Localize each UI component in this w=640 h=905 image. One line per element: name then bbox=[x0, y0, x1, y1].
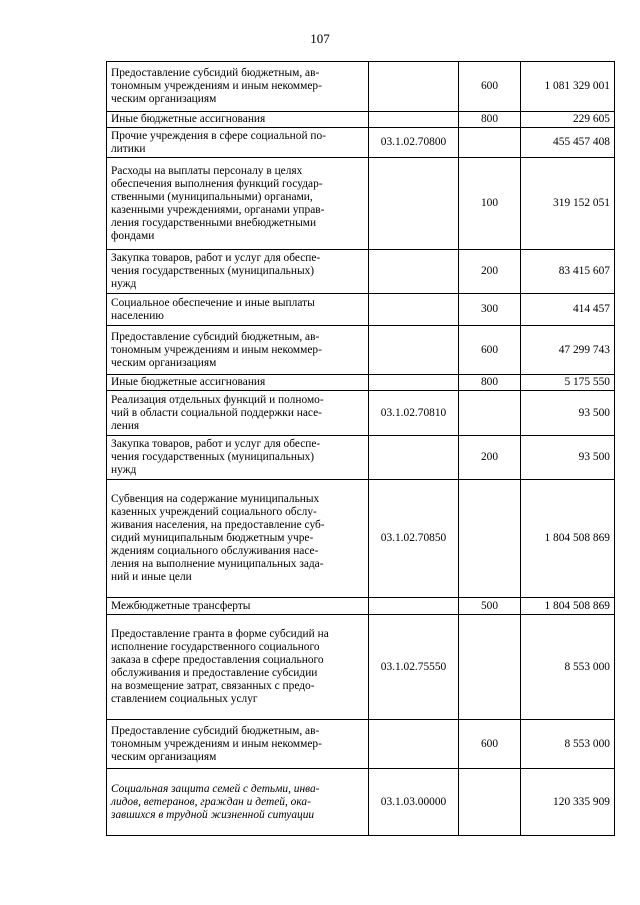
row-name-line: ления государственными внебюджетными bbox=[111, 216, 317, 229]
row-name-cell bbox=[107, 62, 369, 112]
row-name-line: фондами bbox=[111, 229, 155, 242]
row-name-cell bbox=[107, 250, 369, 294]
row-name-line: ставлением социальных услуг bbox=[111, 693, 258, 705]
row-name-line: ческим организациям bbox=[111, 93, 217, 105]
row-vr-cell bbox=[459, 720, 521, 769]
row-name-line: нужд bbox=[111, 278, 137, 290]
row-code-cell bbox=[369, 615, 459, 720]
row-amount-cell bbox=[521, 436, 615, 480]
row-amount-cell bbox=[521, 615, 615, 720]
row-name-line: Социальная защита семей с детьми, инва- bbox=[111, 782, 320, 795]
row-name-line: Предоставление гранта в форме субсидий на bbox=[111, 628, 329, 640]
table-row bbox=[107, 112, 615, 128]
row-name-cell bbox=[107, 480, 369, 598]
row-name-line: ний и иные цели bbox=[111, 571, 192, 583]
budget-table bbox=[106, 61, 615, 836]
row-code-cell bbox=[369, 112, 459, 128]
row-name-line: ственными (муниципальными) органами, bbox=[111, 190, 313, 203]
row-name-cell bbox=[107, 375, 369, 391]
row-amount-cell bbox=[521, 391, 615, 436]
row-name-line: Предоставление субсидий бюджетным, ав- bbox=[111, 67, 320, 79]
row-vr-value: 800 bbox=[480, 376, 499, 388]
row-name-line: чения государственных (муниципальных) bbox=[111, 451, 315, 463]
row-amount-value: 47 299 743 bbox=[558, 343, 610, 356]
row-code-value: 03.1.02.70810 bbox=[380, 406, 447, 419]
row-code-cell bbox=[369, 480, 459, 598]
row-code-cell bbox=[369, 62, 459, 112]
row-amount-cell bbox=[521, 480, 615, 598]
table-row bbox=[107, 480, 615, 598]
row-code-value: 03.1.02.70850 bbox=[380, 532, 447, 544]
row-name-cell bbox=[107, 326, 369, 375]
row-name-line: чий в области социальной поддержки насе- bbox=[111, 406, 322, 419]
row-amount-value: 455 457 408 bbox=[553, 136, 610, 148]
row-name-cell bbox=[107, 158, 369, 250]
table-row bbox=[107, 769, 615, 836]
row-vr-cell bbox=[459, 250, 521, 294]
row-amount-value: 1 081 329 001 bbox=[544, 80, 610, 92]
row-amount-cell bbox=[521, 598, 615, 615]
row-name-line: сидий муниципальным бюджетным учре- bbox=[111, 532, 314, 544]
row-name-line: Предоставление субсидий бюджетным, ав- bbox=[111, 330, 320, 343]
table-row bbox=[107, 615, 615, 720]
row-vr-value: 600 bbox=[480, 343, 499, 356]
row-amount-value: 93 500 bbox=[578, 451, 610, 463]
table-row bbox=[107, 158, 615, 250]
row-amount-value: 8 553 000 bbox=[564, 660, 610, 673]
row-code-cell bbox=[369, 128, 459, 158]
row-vr-value: 600 bbox=[480, 737, 499, 750]
row-name-line: Субвенция на содержание муниципальных bbox=[111, 493, 320, 505]
row-vr-value: 800 bbox=[480, 113, 499, 125]
table-row bbox=[107, 598, 615, 615]
row-vr-cell bbox=[459, 158, 521, 250]
row-code-value: 03.1.03.00000 bbox=[380, 795, 447, 808]
row-amount-value: 120 335 909 bbox=[553, 795, 610, 808]
row-code-cell bbox=[369, 391, 459, 436]
row-vr-cell bbox=[459, 62, 521, 112]
row-amount-value: 8 553 000 bbox=[564, 737, 610, 750]
row-amount-cell bbox=[521, 769, 615, 836]
row-amount-value: 1 804 508 869 bbox=[544, 599, 610, 612]
table-row bbox=[107, 375, 615, 391]
row-name-line: тономным учреждениям и иным некоммер- bbox=[111, 737, 322, 750]
row-vr-cell bbox=[459, 375, 521, 391]
row-amount-cell bbox=[521, 720, 615, 769]
row-amount-cell bbox=[521, 112, 615, 128]
row-name-line: исполнение государственного социального bbox=[111, 641, 320, 653]
table-row bbox=[107, 326, 615, 375]
row-name-cell bbox=[107, 615, 369, 720]
row-code-cell bbox=[369, 294, 459, 326]
table-row bbox=[107, 436, 615, 480]
row-name-line: ждениям социального обслуживания насе- bbox=[111, 545, 319, 557]
row-name-line: литики bbox=[111, 142, 146, 155]
row-name-line: Межбюджетные трансферты bbox=[111, 599, 251, 612]
row-vr-cell bbox=[459, 480, 521, 598]
row-code-cell bbox=[369, 250, 459, 294]
row-vr-cell bbox=[459, 391, 521, 436]
row-name-line: заказа в сфере предоставления социального bbox=[111, 654, 324, 666]
row-amount-cell bbox=[521, 128, 615, 158]
row-vr-cell bbox=[459, 112, 521, 128]
row-name-line: нужд bbox=[111, 464, 137, 476]
row-name-line: населению bbox=[111, 309, 164, 322]
page-number: 107 bbox=[310, 31, 330, 46]
row-name-line: чения государственных (муниципальных) bbox=[111, 265, 315, 277]
row-code-cell bbox=[369, 598, 459, 615]
row-name-cell bbox=[107, 294, 369, 326]
row-vr-cell bbox=[459, 436, 521, 480]
row-amount-cell bbox=[521, 326, 615, 375]
row-name-line: завшихся в трудной жизненной ситуации bbox=[111, 808, 315, 821]
row-code-cell bbox=[369, 375, 459, 391]
row-vr-cell bbox=[459, 128, 521, 158]
row-name-line: Социальное обеспечение и иные выплаты bbox=[111, 296, 315, 309]
row-amount-value: 93 500 bbox=[578, 406, 610, 419]
row-name-line: на возмещение затрат, связанных с предо- bbox=[111, 680, 315, 692]
row-name-line: живания населения, на предоставление суб- bbox=[111, 519, 325, 531]
row-code-value: 03.1.02.75550 bbox=[380, 660, 447, 673]
row-name-line: тономным учреждениям и иным некоммер- bbox=[111, 80, 322, 92]
row-name-line: Предоставление субсидий бюджетным, ав- bbox=[111, 724, 320, 737]
row-name-line: обеспечения выполнения функций государ- bbox=[111, 177, 323, 190]
row-vr-value: 100 bbox=[480, 197, 499, 209]
row-name-line: обслуживания и предоставление субсидии bbox=[111, 667, 318, 679]
row-name-line: Закупка товаров, работ и услуг для обеспе- bbox=[111, 438, 321, 450]
row-name-line: Иные бюджетные ассигнования bbox=[111, 113, 266, 125]
row-amount-value: 319 152 051 bbox=[553, 197, 610, 209]
row-name-cell bbox=[107, 720, 369, 769]
row-code-cell bbox=[369, 326, 459, 375]
row-amount-cell bbox=[521, 250, 615, 294]
row-amount-value: 83 415 607 bbox=[558, 265, 610, 277]
row-name-line: казенных учреждений социального обслу- bbox=[111, 506, 317, 518]
row-name-line: Расходы на выплаты персоналу в целях bbox=[111, 164, 303, 177]
row-amount-value: 1 804 508 869 bbox=[544, 532, 610, 544]
row-name-line: ческим организациям bbox=[111, 750, 217, 763]
row-vr-value: 300 bbox=[480, 303, 499, 315]
row-name-line: лидов, ветеранов, граждан и детей, ока- bbox=[111, 795, 311, 808]
row-amount-value: 229 605 bbox=[572, 113, 610, 125]
row-amount-cell bbox=[521, 375, 615, 391]
row-name-cell bbox=[107, 112, 369, 128]
row-code-cell bbox=[369, 720, 459, 769]
row-amount-cell bbox=[521, 294, 615, 326]
row-vr-value: 500 bbox=[480, 599, 499, 612]
row-code-cell bbox=[369, 769, 459, 836]
row-vr-value: 200 bbox=[480, 265, 499, 277]
row-name-line: Прочие учреждения в сфере социальной по- bbox=[111, 129, 326, 142]
table-row bbox=[107, 294, 615, 326]
row-vr-cell bbox=[459, 326, 521, 375]
row-name-line: Реализация отдельных функций и полномо- bbox=[111, 393, 324, 406]
row-name-line: ления на выполнение муниципальных зада- bbox=[111, 558, 324, 570]
row-name-line: ления bbox=[111, 419, 140, 432]
row-name-cell bbox=[107, 391, 369, 436]
row-vr-cell bbox=[459, 769, 521, 836]
table-row bbox=[107, 720, 615, 769]
row-amount-cell bbox=[521, 62, 615, 112]
row-name-cell bbox=[107, 598, 369, 615]
row-vr-value: 600 bbox=[480, 80, 499, 92]
row-name-cell bbox=[107, 436, 369, 480]
table-row bbox=[107, 128, 615, 158]
row-amount-cell bbox=[521, 158, 615, 250]
row-amount-value: 5 175 550 bbox=[564, 376, 610, 388]
row-code-cell bbox=[369, 158, 459, 250]
row-vr-cell bbox=[459, 294, 521, 326]
row-amount-value: 414 457 bbox=[572, 303, 610, 315]
row-name-line: Закупка товаров, работ и услуг для обеспе- bbox=[111, 252, 321, 264]
row-vr-cell bbox=[459, 615, 521, 720]
row-name-line: тономным учреждениям и иным некоммер- bbox=[111, 343, 322, 356]
row-name-line: Иные бюджетные ассигнования bbox=[111, 376, 266, 388]
row-name-line: ческим организациям bbox=[111, 356, 217, 369]
row-vr-value: 200 bbox=[480, 451, 499, 463]
row-name-cell bbox=[107, 128, 369, 158]
row-name-cell bbox=[107, 769, 369, 836]
row-code-cell bbox=[369, 436, 459, 480]
table-row bbox=[107, 62, 615, 112]
table-row bbox=[107, 250, 615, 294]
table-row bbox=[107, 391, 615, 436]
row-vr-cell bbox=[459, 598, 521, 615]
row-name-line: казенными учреждениями, органами управ- bbox=[111, 203, 325, 216]
row-code-value: 03.1.02.70800 bbox=[380, 136, 447, 148]
